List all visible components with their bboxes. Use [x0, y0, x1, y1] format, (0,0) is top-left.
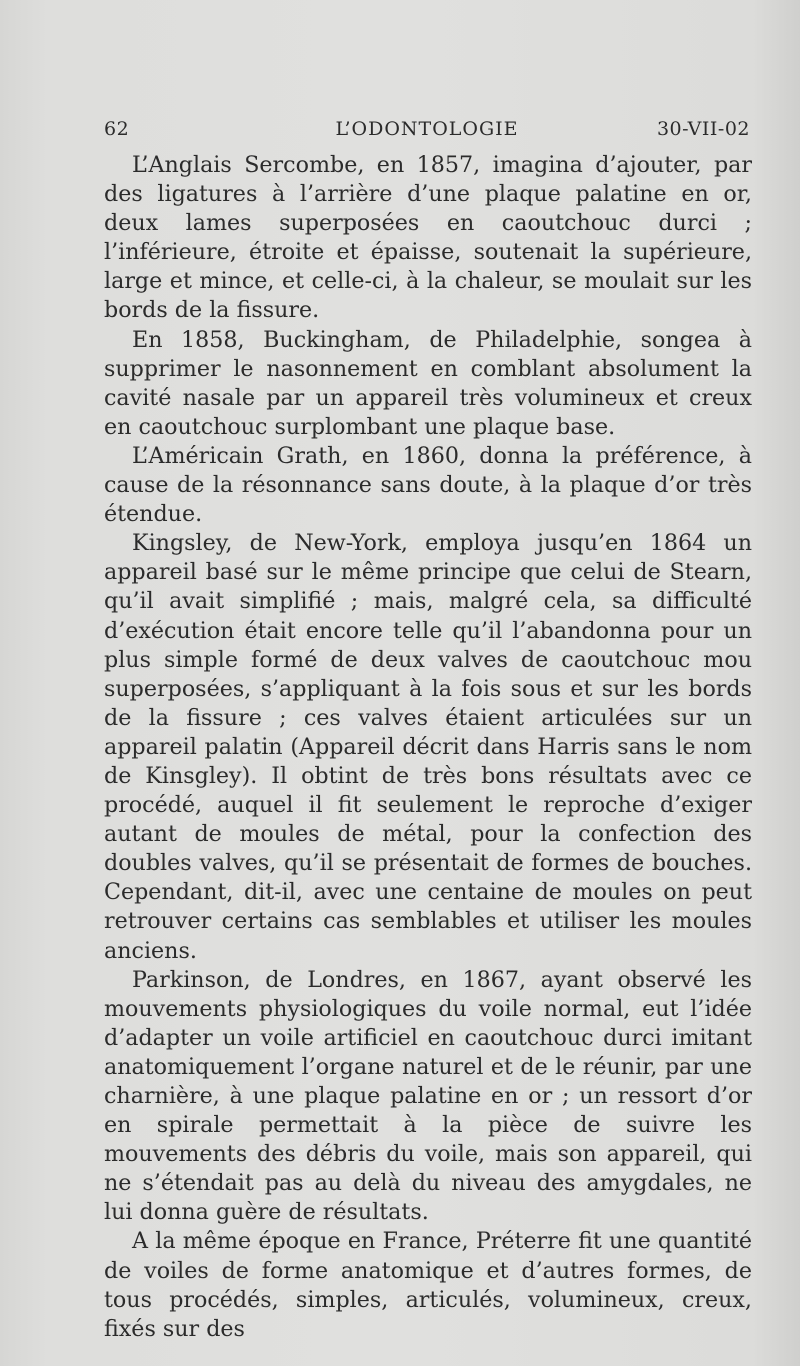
page-header: [104, 118, 750, 146]
running-title: L’ODONTOLOGIE: [335, 118, 519, 140]
paragraph-sercombe: L’Anglais Sercombe, en 1857, imagina d’ajouter, par des ligatures à l’arrière d’une plaque palatine en or, deux lames superposées en caoutchouc durci ; l’inférieure, étroite et épaisse, soutenait la supérieure, large et mince, et celle-ci, à la chaleur, se moulait sur les bords de la fissure.: [104, 152, 752, 324]
paragraph-parkinson: Parkinson, de Londres, en 1867, ayant observé les mouvements physiologiques du voile normal, eut l’idée d’adapter un voile artificiel en caoutchouc durci imitant anatomiquement l’organe naturel et de le réunir, par une charnière, à une plaque palatine en or ; un ressort d’or en spirale permettait à la pièce de suivre les mouvements des débris du voile, mais son appareil, qui ne s’étendait pas au delà du niveau des amygdales, ne lui donna guère de résultats.: [104, 966, 752, 1226]
paragraph-kingsley: Kingsley, de New-York, employa jusqu’en 1864 un appareil basé sur le même principe que celui de Stearn, qu’il avait simplifié ; mais, malgré cela, sa difficulté d’exécution était encore telle qu’il l’abandonna pour un plus simple formé de deux valves de caoutchouc mou superposées, s’appliquant à la fois sous et sur les bords de la fissure ; ces valves étaient articulées sur un appareil palatin (Appareil décrit dans Harris sans le nom de Kinsgley). Il obtint de très bons résultats avec ce procédé, auquel il fit seulement le reproche d’exiger autant de moules de métal, pour la confection des doubles valves, qu’il se présentait de formes de bouches. Cependant, dit-il, avec une centaine de moules on peut retrouver certains cas semblables et utiliser les moules anciens.: [104, 530, 752, 964]
issue-date: 30-VII-02: [656, 118, 750, 140]
body-text: [104, 151, 752, 1344]
paragraph-buckingham: En 1858, Buckingham, de Philadelphie, songea à supprimer le nasonnement en comblant absolument la cavité nasale par un appareil très volumineux et creux en caoutchouc surplombant une plaque base.: [104, 326, 752, 440]
paragraph-grath: L’Américain Grath, en 1860, donna la préférence, à cause de la résonnance sans doute, à la plaque d’or très étendue.: [104, 442, 752, 528]
page-number: 62: [104, 118, 130, 140]
paragraph-preterre: A la même époque en France, Préterre fit une quantité de voiles de forme anatomique et d’autres formes, de tous procédés, simples, articulés, volumineux, creux, fixés sur des: [104, 1228, 752, 1342]
